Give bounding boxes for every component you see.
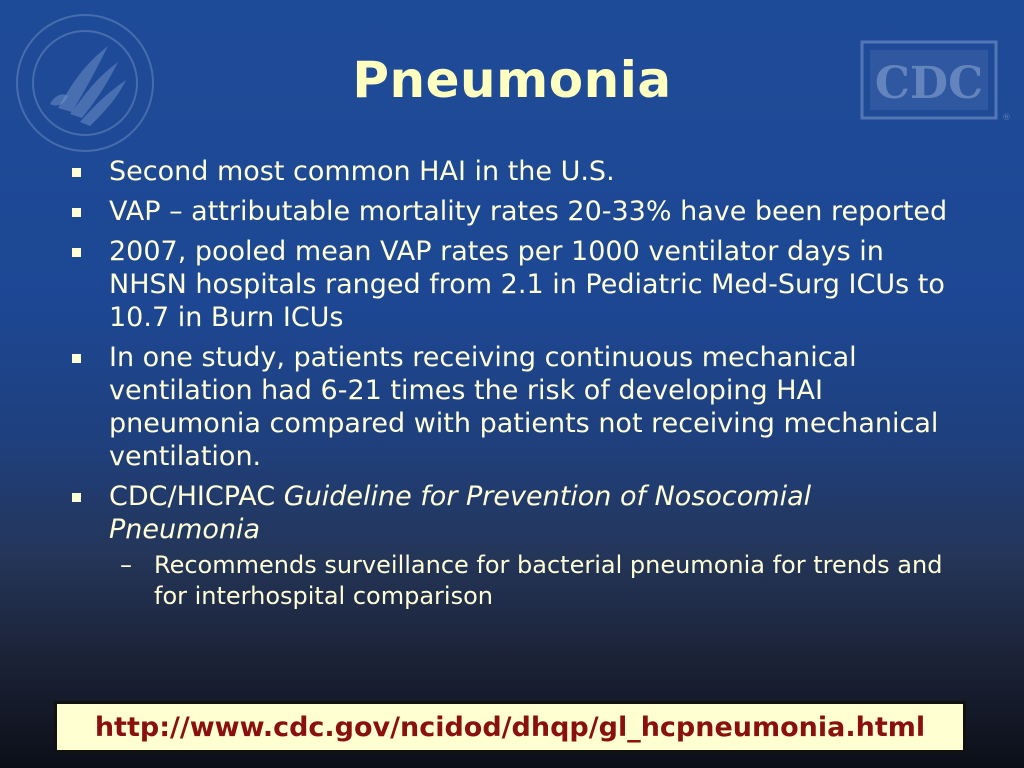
url-box: [54, 701, 966, 753]
svg-text:®: ®: [1002, 113, 1011, 123]
bullet-item: [70, 341, 950, 473]
bullet-square-icon: [72, 168, 81, 177]
sub-bullet-text: Recommends surveillance for bacterial pneumonia for trends and for interhospital comparison: [154, 551, 943, 610]
bullet-square-icon: [72, 208, 81, 217]
guideline-title: Guideline for Prevention of Nosocomial Pneumonia: [109, 481, 812, 545]
bullet-square-icon: [72, 493, 81, 502]
bullet-square-icon: [72, 248, 81, 257]
bullet-text: 2007, pooled mean VAP rates per 1000 ventilator days in NHSN hospitals ranged from 2.1 in Pediatric Med-Surg ICUs to 10.7 in Burn ICUs: [109, 236, 945, 333]
bullet-text: VAP – attributable mortality rates 20-33% have been reported: [109, 196, 948, 227]
bullet-item: [70, 235, 950, 334]
bullet-text: Second most common HAI in the U.S.: [109, 156, 615, 187]
bullet-list: [70, 155, 950, 612]
bullet-text: In one study, patients receiving continuous mechanical ventilation had 6-21 times the risk of developing HAI pneumonia compared with patients not receiving mechanical ventilation.: [109, 342, 939, 472]
sub-bullet-item: [70, 550, 950, 612]
cdc-logo-text: CDC: [874, 58, 984, 109]
bullet-item: [70, 155, 950, 188]
bullet-item: [70, 195, 950, 228]
guideline-url-link[interactable]: http://www.cdc.gov/ncidod/dhqp/gl_hcpneumonia.html: [94, 711, 926, 743]
bullet-text-prefix: CDC/HICPAC: [109, 481, 284, 512]
bullet-square-icon: [72, 354, 81, 363]
slide-title: Pneumonia: [352, 51, 672, 109]
bullet-item: [70, 480, 950, 546]
sub-bullet-dash: –: [120, 551, 132, 579]
